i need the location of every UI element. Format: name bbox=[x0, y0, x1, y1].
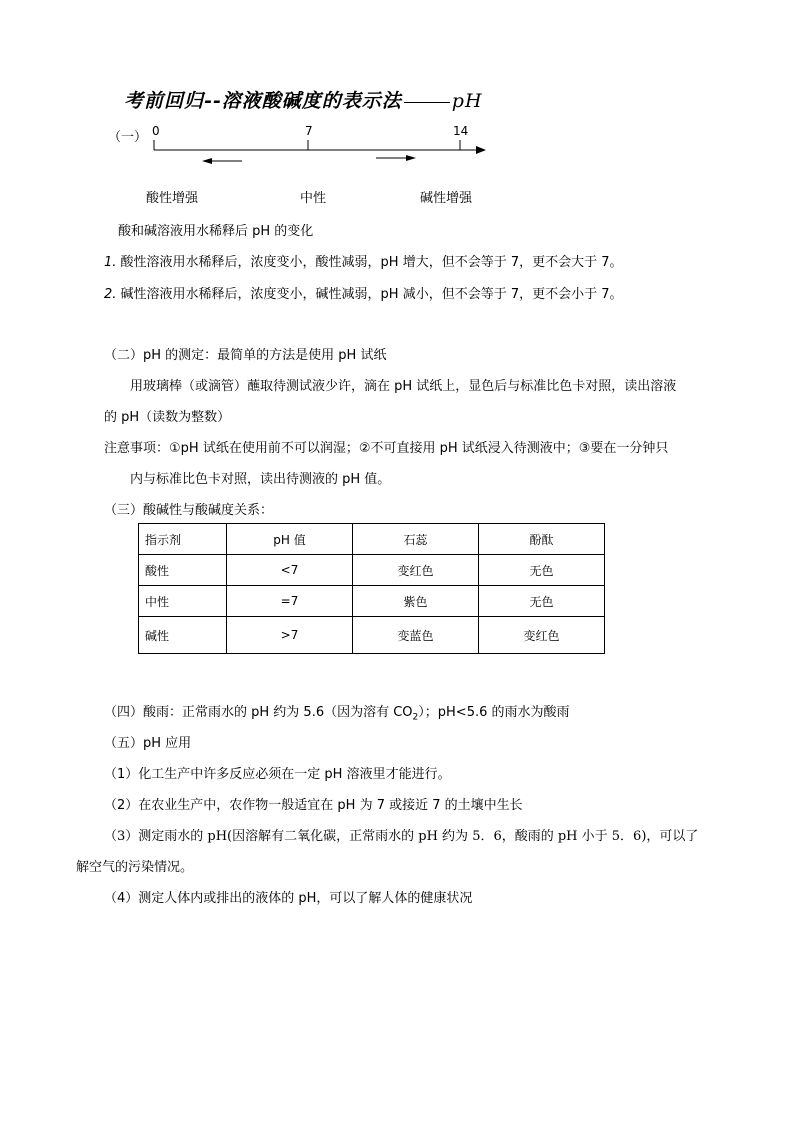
acid-rain-text-end: ）；pH<5.6 的雨水为酸雨 bbox=[418, 705, 570, 720]
application-item-1: （1）化工生产中许多反应必须在一定 pH 溶液里才能进行。 bbox=[104, 767, 451, 782]
ph-scale-diagram bbox=[140, 136, 500, 172]
notes-line1: 注意事项：①pH 试纸在使用前不可以润湿；②不可直接用 pH 试纸浸入待测液中；③要在一分钟只 bbox=[104, 441, 669, 456]
table-cell: >7 bbox=[227, 617, 353, 654]
item-number: 2. bbox=[104, 287, 117, 302]
scale-arrowhead bbox=[476, 146, 486, 154]
table-cell: 中性 bbox=[139, 586, 227, 617]
table-header-row bbox=[139, 524, 605, 555]
table-cell: 变蓝色 bbox=[353, 617, 479, 654]
base-arrow-head bbox=[406, 155, 416, 161]
table-cell: 紫色 bbox=[353, 586, 479, 617]
measure-paragraph-line1: 用玻璃棒（或滴管）蘸取待测试液少许，滴在 pH 试纸上，显色后与标准比色卡对照，读出溶液 bbox=[130, 379, 677, 394]
relation-heading: （三）酸碱性与酸碱度关系： bbox=[104, 503, 274, 518]
acid-rain-line bbox=[104, 701, 570, 723]
measure-heading: （二）pH 的测定：最简单的方法是使用 pH 试纸 bbox=[104, 348, 387, 363]
title-ph: pH bbox=[451, 90, 483, 112]
table-cell: 变红色 bbox=[479, 617, 605, 654]
co2-subscript: 2 bbox=[412, 712, 419, 723]
dilution-item-1 bbox=[104, 251, 623, 270]
page-title bbox=[124, 86, 483, 113]
application-item-3-line2: 解空气的污染情况。 bbox=[76, 860, 194, 875]
table-row bbox=[139, 617, 605, 654]
table-row bbox=[139, 555, 605, 586]
acid-increase-label: 酸性增强 bbox=[146, 191, 199, 206]
table-header: 指示剂 bbox=[139, 524, 227, 555]
acid-rain-text: （四）酸雨：正常雨水的 pH 约为 5.6（因为溶有 CO bbox=[104, 705, 413, 720]
item-text: 酸性溶液用水稀释后，浓度变小，酸性减弱，pH 增大，但不会等于 7，更不会大于 7。 bbox=[120, 255, 623, 270]
scale-tick-14: 14 bbox=[453, 124, 469, 138]
dilution-item-2 bbox=[104, 283, 623, 302]
table-cell: 无色 bbox=[479, 555, 605, 586]
table-header: 酚酞 bbox=[479, 524, 605, 555]
table-header: pH 值 bbox=[227, 524, 353, 555]
acid-arrow-head bbox=[202, 158, 212, 164]
notes-line2: 内与标准比色卡对照，读出待测液的 pH 值。 bbox=[130, 472, 391, 487]
title-dash bbox=[404, 102, 450, 103]
application-heading: （五）pH 应用 bbox=[104, 736, 192, 751]
application-item-4: （4）测定人体内或排出的液体的 pH，可以了解人体的健康状况 bbox=[104, 891, 473, 906]
application-item-2: （2）在农业生产中，农作物一般适宜在 pH 为 7 或接近 7 的土壤中生长 bbox=[104, 798, 523, 813]
item-text: 碱性溶液用水稀释后，浓度变小，碱性减弱，pH 减小，但不会等于 7，更不会小于 7。 bbox=[120, 287, 623, 302]
item-number: 1. bbox=[104, 255, 117, 270]
base-increase-label: 碱性增强 bbox=[420, 191, 473, 206]
scale-tick-7: 7 bbox=[305, 124, 313, 138]
application-item-3-line1: （3）测定雨水的 pH(因溶解有二氧化碳，正常雨水的 pH 约为 5．6，酸雨的 pH 小于 5．6)，可以了 bbox=[104, 829, 699, 844]
indicator-table bbox=[138, 523, 605, 654]
section-one-label: （一） bbox=[108, 130, 148, 145]
title-text: 考前回归--溶液酸碱度的表示法 bbox=[124, 90, 402, 112]
table-cell: =7 bbox=[227, 586, 353, 617]
neutral-label: 中性 bbox=[300, 191, 327, 206]
dilution-heading: 酸和碱溶液用水稀释后 pH 的变化 bbox=[118, 224, 314, 239]
table-cell: 变红色 bbox=[353, 555, 479, 586]
table-cell: 无色 bbox=[479, 586, 605, 617]
table-header: 石蕊 bbox=[353, 524, 479, 555]
table-cell: 酸性 bbox=[139, 555, 227, 586]
scale-tick-0: 0 bbox=[152, 124, 160, 138]
table-cell: <7 bbox=[227, 555, 353, 586]
table-row bbox=[139, 586, 605, 617]
table-cell: 碱性 bbox=[139, 617, 227, 654]
measure-paragraph-line2: 的 pH（读数为整数） bbox=[104, 410, 231, 425]
